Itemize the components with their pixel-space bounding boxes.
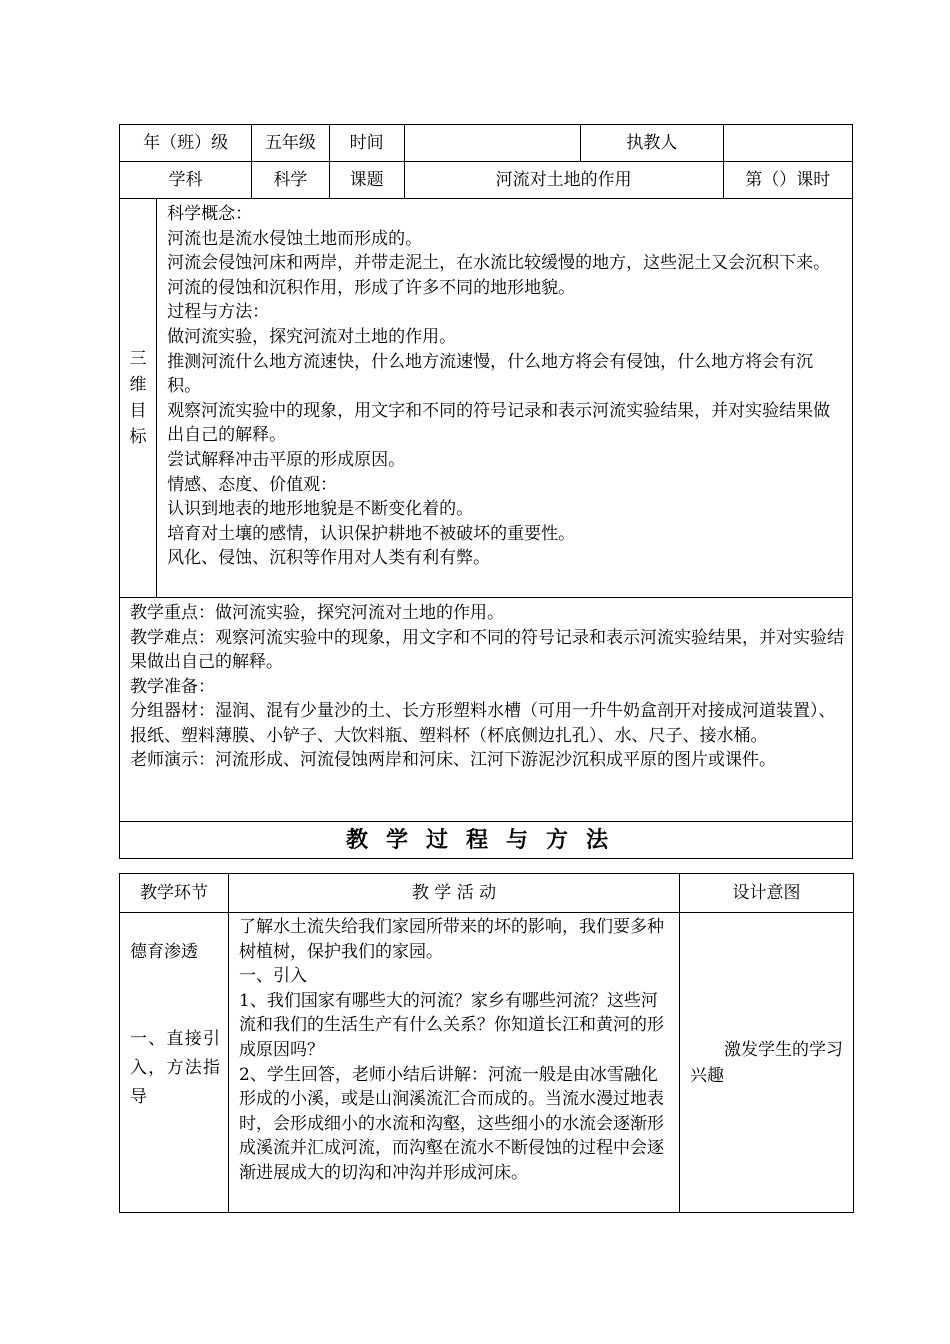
col-intent-header: 设计意图 <box>680 874 854 913</box>
stage-moral: 德育渗透 <box>130 942 198 962</box>
preparation-line: 老师演示：河流形成、河流侵蚀两岸和河床、江河下游泥沙沉积成平原的图片或课件。 <box>130 750 776 770</box>
topic-label: 课题 <box>329 162 404 199</box>
col-stage-header: 教学环节 <box>120 874 229 913</box>
objectives-label-char: 维 <box>129 375 147 395</box>
teacher-value[interactable] <box>723 125 852 162</box>
objectives-label-char: 标 <box>129 427 147 447</box>
preparation-line: 教学重点：做河流实验，探究河流对土地的作用。 <box>130 603 504 623</box>
objective-line: 过程与方法： <box>167 302 270 323</box>
intent-cell <box>680 913 854 1213</box>
objectives-content <box>157 199 853 598</box>
process-header-row <box>120 874 854 913</box>
objectives-label <box>120 199 157 598</box>
objective-line: 做河流实验，探究河流对土地的作用。 <box>167 326 457 347</box>
header-row-2 <box>120 162 853 199</box>
objective-line: 尝试解释冲击平原的形成原因。 <box>167 449 406 470</box>
objectives-label-char: 三 <box>129 349 147 369</box>
time-label: 时间 <box>329 125 404 162</box>
preparation-line: 分组器材：湿润、混有少量沙的土、长方形塑料水槽（可用一升牛奶盒剖开对接成河道装置）、报纸、塑料薄膜、小铲子、大饮料瓶、塑料杯（杯底侧边扎孔）、水、尺子、接水桶。 <box>130 701 836 746</box>
process-table <box>119 873 854 1213</box>
objective-line: 河流也是流水侵蚀土地而形成的。 <box>167 228 423 249</box>
activity-cell <box>229 913 680 1213</box>
objective-line: 河流会侵蚀河床和两岸，并带走泥土，在水流比较缓慢的地方，这些泥土又会沉积下来。 <box>167 253 831 274</box>
objective-line: 科学概念： <box>167 204 253 224</box>
lesson-plan-table <box>119 124 853 859</box>
grade-label: 年（班）级 <box>120 125 252 162</box>
objective-line: 培育对土壤的感情，认识保护耕地不被破坏的重要性。 <box>167 523 576 544</box>
objective-line: 观察河流实验中的现象，用文字和不同的符号记录和表示河流实验结果，并对实验结果做出自己的解释。 <box>167 400 831 446</box>
objective-line: 河流的侵蚀和沉积作用，形成了许多不同的地形地貌。 <box>167 277 576 298</box>
time-value[interactable] <box>404 125 580 162</box>
process-heading-row <box>120 822 853 859</box>
activity-line: 1、我们国家有哪些大的河流？家乡有哪些河流？这些河流和我们的生活生产有什么关系？你知道长江和黄河的形成原因吗？ <box>239 990 664 1060</box>
topic-value: 河流对土地的作用 <box>404 162 723 199</box>
preparation-row <box>120 598 853 822</box>
preparation-line: 教学难点：观察河流实验中的现象，用文字和不同的符号记录和表示河流实验结果，并对实验结果做出自己的解释。 <box>130 627 844 672</box>
process-heading: 教学过程与方法 <box>120 822 853 859</box>
grade-value: 五年级 <box>252 125 329 162</box>
header-row-1 <box>120 125 853 162</box>
objective-line: 风化、侵蚀、沉积等作用对人类有利有弊。 <box>167 548 491 569</box>
activity-line: 了解水土流失给我们家园所带来的坏的影响，我们要多种树植树，保护我们的家园。 <box>239 917 664 962</box>
objective-line: 推测河流什么地方流速快，什么地方流速慢，什么地方将会有侵蚀，什么地方将会有沉积。 <box>167 351 814 397</box>
preparation-content <box>120 598 853 822</box>
intent-text: 激发学生的学习兴趣 <box>690 1039 843 1086</box>
period-label: 第（）课时 <box>723 162 852 199</box>
col-activity-header: 教 学 活 动 <box>229 874 680 913</box>
preparation-line: 教学准备： <box>130 676 215 697</box>
objective-line: 情感、态度、价值观： <box>167 474 338 495</box>
activity-line: 一、引入 <box>239 966 307 987</box>
objective-line: 认识到地表的地形地貌是不断变化着的。 <box>167 499 474 520</box>
objectives-row <box>120 199 853 598</box>
process-row <box>120 913 854 1213</box>
stage-cell <box>120 913 229 1213</box>
activity-line: 2、学生回答，老师小结后讲解：河流一般是由冰雪融化形成的小溪，或是山涧溪流汇合而成的。当流水漫过地表时，会形成细小的水流和沟壑，这些细小的水流会逐渐形成溪流并汇成河流，而沟壑在流水不断侵蚀的过程中会逐渐进展成大的切沟和冲沟并形成河床。 <box>239 1064 664 1183</box>
subject-value: 科学 <box>252 162 329 199</box>
stage-intro: 一、直接引入，方法指导 <box>130 1029 220 1107</box>
teacher-label: 执教人 <box>581 125 723 162</box>
objectives-label-char: 目 <box>129 401 147 421</box>
subject-label: 学科 <box>120 162 252 199</box>
